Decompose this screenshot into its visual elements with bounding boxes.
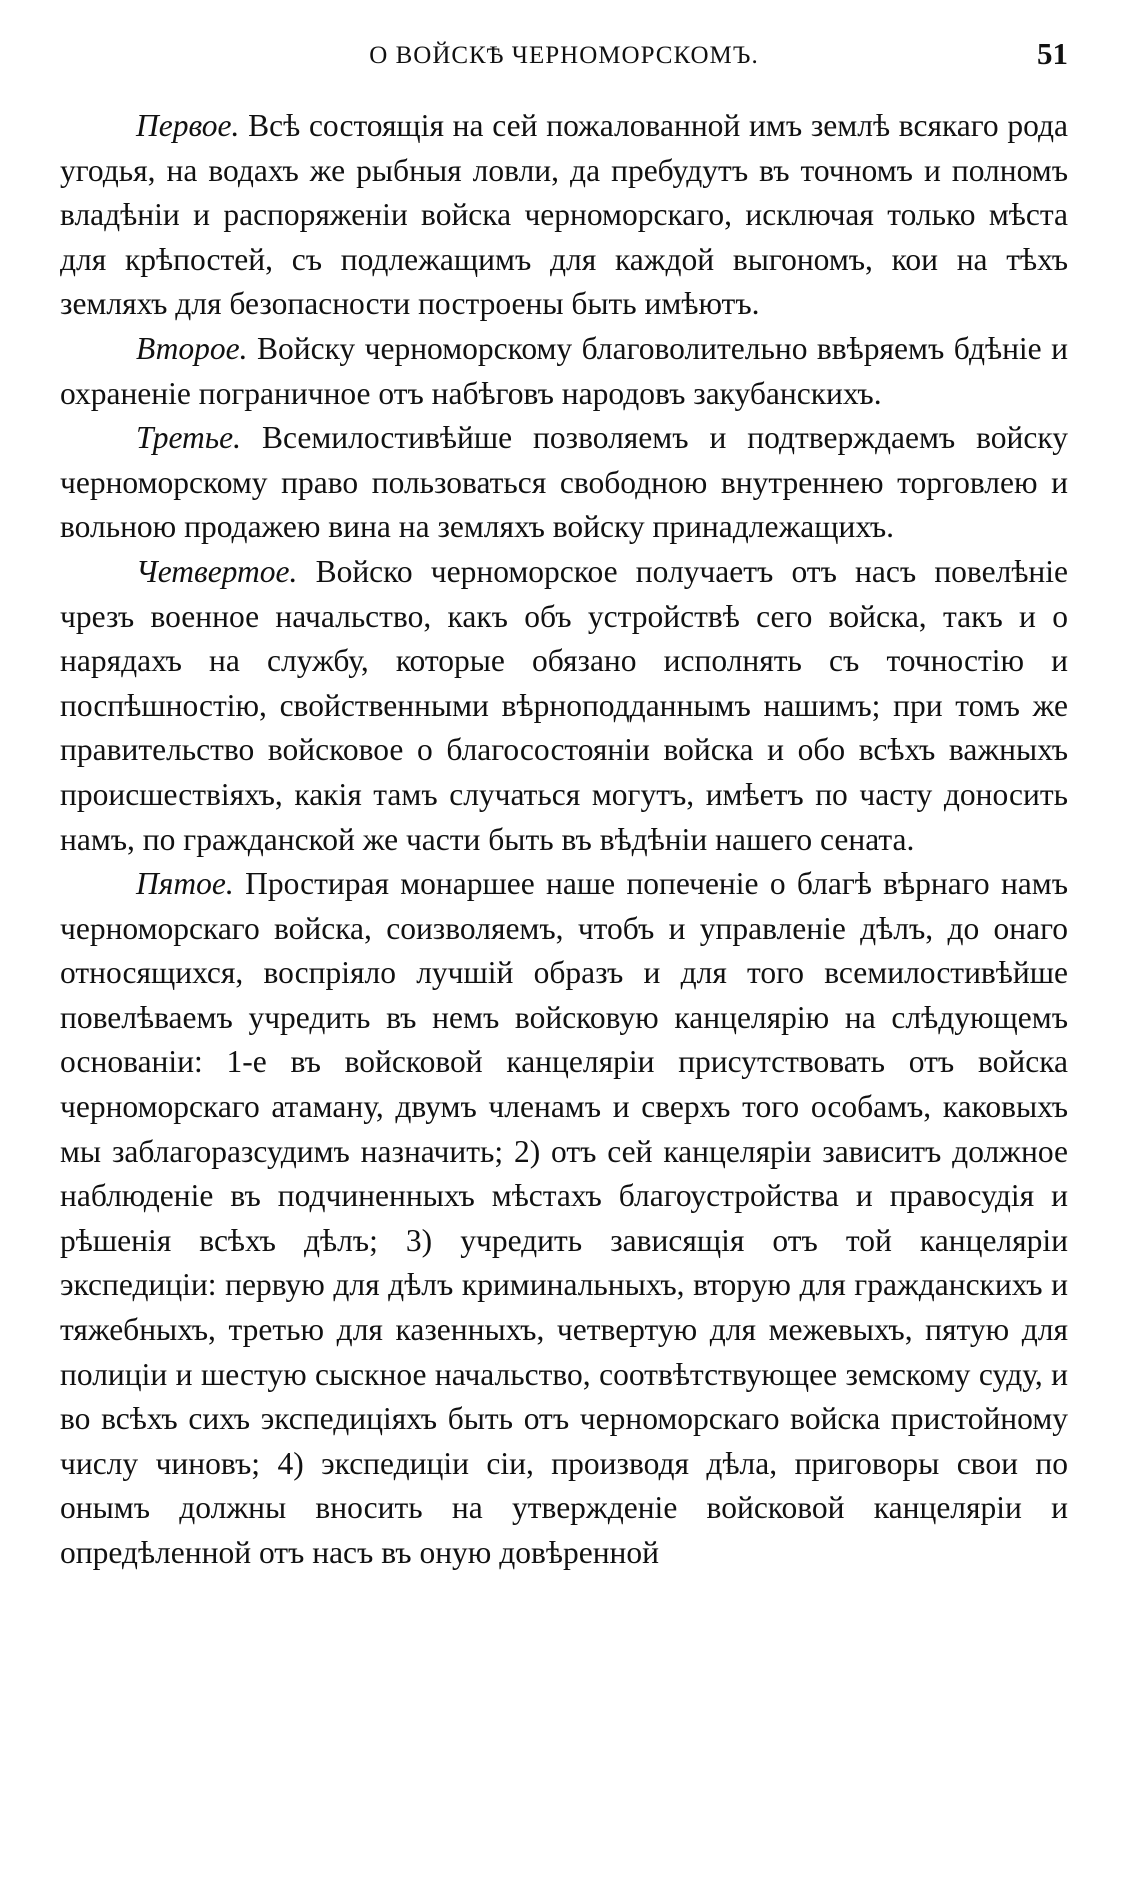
paragraph-lead: Третье. [136, 420, 241, 456]
paragraph-fifth [60, 862, 1068, 1576]
paragraph-text: Всѣ состоящія на сей пожалованной имъ землѣ всякаго рода угодья, на водахъ же рыбныя ловли, да пребудутъ въ точномъ и полномъ владѣніи и распоряженіи войска черноморскаго, исключая только мѣста для крѣпостей, съ подлежащимъ для каждой выгономъ, кои на тѣхъ земляхъ для безопасности построены быть имѣютъ. [60, 108, 1068, 322]
book-page [60, 36, 1068, 1576]
paragraph-lead: Первое. [136, 108, 240, 143]
page-number: 51 [1037, 36, 1068, 71]
page-body [60, 104, 1068, 1576]
paragraph-text: Войску черноморскому благоволительно ввѣряемъ бдѣніе и охраненіе пограничное отъ набѣговъ народовъ закубанскихъ. [60, 330, 1068, 411]
page-header [60, 36, 1068, 80]
paragraph-third [60, 416, 1068, 550]
running-title: О ВОЙСКѢ ЧЕРНОМОРСКОМЪ. [369, 42, 759, 69]
paragraph-text: Войско черноморское получаетъ отъ насъ повелѣніе чрезъ военное начальство, какъ объ устройствѣ сего войска, такъ и о нарядахъ на службу, которые обязано исполнять съ точностію и поспѣшностію, свойственными вѣрноподданнымъ нашимъ; при томъ же правительство войсковое о благосостояніи войска и обо всѣхъ важныхъ происшествіяхъ, какія тамъ случаться могутъ, имѣетъ по часту доносить намъ, по гражданской же части быть въ вѣдѣніи нашего сената. [60, 553, 1069, 857]
paragraph-lead: Пятое. [136, 866, 234, 902]
paragraph-fourth [60, 550, 1068, 862]
paragraph-lead: Второе. [136, 330, 248, 366]
paragraph-text: Всемилостивѣйше позволяемъ и подтверждаемъ войску черноморскому право пользоваться свободною внутреннею торговлею и вольною продажею вина на земляхъ войску принадлежащихъ. [60, 420, 1069, 545]
paragraph-text: Простирая монаршее наше попеченіе о благѣ вѣрнаго намъ черноморскаго войска, соизволяемъ, чтобъ и управленіе дѣлъ, до онаго относящихся, воспріяло лучшій образъ и для того всемилостивѣйше повелѣваемъ учредить въ немъ войсковую канцелярію на слѣдующемъ основаніи: 1-е въ войсковой канцеляріи присутствовать отъ войска черноморскаго атаману, двумъ членамъ и сверхъ того особамъ, каковыхъ мы заблагоразсудимъ назначить; 2) отъ сей канцеляріи зависитъ должное наблюденіе въ подчиненныхъ мѣстахъ благоустройства и правосудія и рѣшенія всѣхъ дѣлъ; 3) учредить зависящія отъ той канцеляріи экспедиціи: первую для дѣлъ криминальныхъ, вторую для гражданскихъ и тяжебныхъ, третью для казенныхъ, четвертую для межевыхъ, пятую для полиціи и шестую сыскное начальство, соотвѣтствующее земскому суду, и во всѣхъ сихъ экспедиціяхъ быть отъ черноморскаго войска пристойному числу чиновъ; 4) экспедиціи сіи, производя дѣла, приговоры свои по онымъ должны вносить на утвержденіе войсковой канцеляріи и опредѣленной отъ насъ въ оную довѣренной [60, 866, 1069, 1570]
paragraph-lead: Четвертое. [136, 553, 298, 589]
paragraph-second [60, 327, 1068, 416]
paragraph-first [60, 104, 1068, 327]
